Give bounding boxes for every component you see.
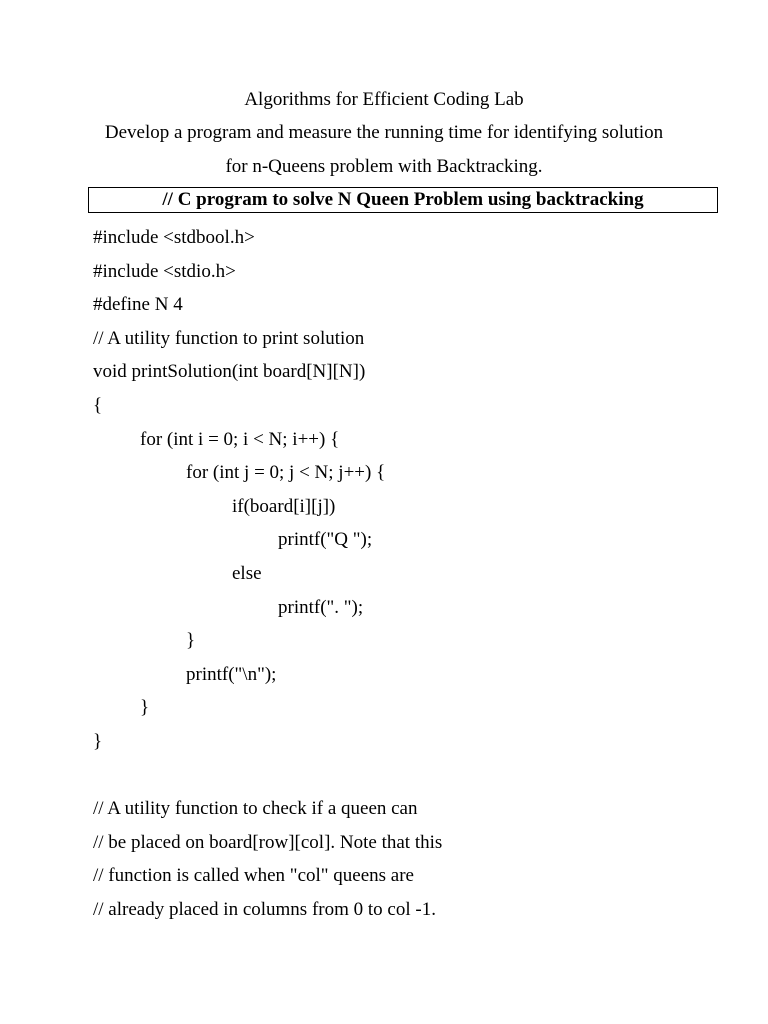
code-line: // A utility function to print solution bbox=[93, 327, 365, 349]
code-line: for (int j = 0; j < N; j++) { bbox=[186, 462, 386, 484]
code-line: } bbox=[140, 697, 150, 719]
code-line: } bbox=[93, 730, 103, 752]
code-line bbox=[93, 764, 733, 798]
lab-title: Algorithms for Efficient Coding Lab bbox=[244, 89, 524, 110]
task-description-line-2: for n-Queens problem with Backtracking. bbox=[225, 156, 543, 177]
code-line: // already placed in columns from 0 to col -1. bbox=[93, 898, 436, 920]
code-line: printf("Q "); bbox=[278, 529, 373, 551]
code-line: // be placed on board[row][col]. Note that this bbox=[93, 831, 443, 853]
code-line: // function is called when "col" queens are bbox=[93, 865, 414, 887]
code-line: for (int i = 0; i < N; i++) { bbox=[140, 428, 340, 450]
task-description-line-1: Develop a program and measure the running time for identifying solution bbox=[104, 122, 664, 143]
code-line: #define N 4 bbox=[93, 294, 183, 316]
program-title-box: // C program to solve N Queen Problem using backtracking bbox=[88, 187, 718, 213]
code-line: { bbox=[93, 394, 103, 416]
code-line: else bbox=[232, 562, 262, 584]
code-line: printf("\n"); bbox=[186, 663, 277, 685]
code-line: } bbox=[186, 630, 196, 652]
code-line: #include <stdio.h> bbox=[93, 260, 236, 282]
code-line: if(board[i][j]) bbox=[232, 495, 336, 517]
code-line: printf(". "); bbox=[278, 596, 364, 618]
code-line: #include <stdbool.h> bbox=[93, 227, 255, 248]
code-line: void printSolution(int board[N][N]) bbox=[93, 361, 366, 383]
code-line: // A utility function to check if a queen can bbox=[93, 798, 418, 820]
code-block bbox=[93, 226, 733, 931]
